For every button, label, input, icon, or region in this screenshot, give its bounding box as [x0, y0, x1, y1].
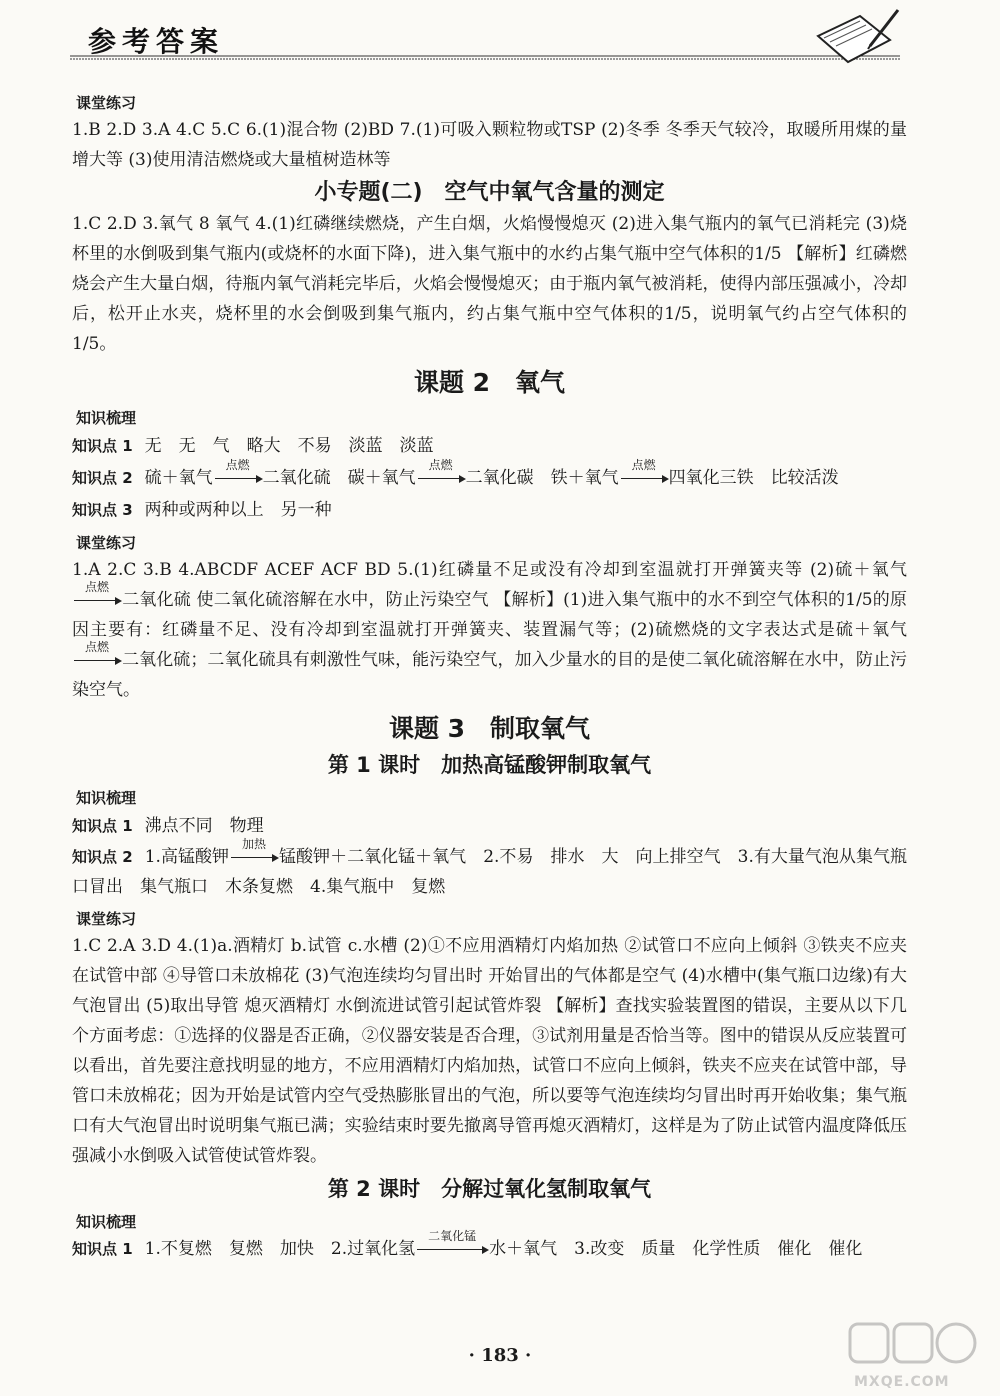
- kp-label: 知识点 1: [72, 437, 133, 455]
- header-rule: [70, 55, 900, 61]
- kp-text: 硫＋氧气: [144, 468, 213, 488]
- answer-content: [72, 86, 907, 1264]
- section-label: 知识梳理: [76, 409, 137, 427]
- knowledge-point: [72, 430, 907, 462]
- knowledge-point: [72, 810, 907, 842]
- kp-text: 两种或两种以上 另一种: [144, 500, 332, 520]
- reaction-arrow: [231, 836, 277, 868]
- kp-label: 知识点 2: [72, 469, 133, 487]
- answer-text: 1.A 2.C 3.B 4.ABCDF ACEF ACF BD 5.(1)红磷量不足或没有冷却到室温就打开弹簧夹等 (2)硫＋氧气: [72, 560, 907, 580]
- answer-paragraph: 1.C 2.D 3.氧气 8 氧气 4.(1)红磷继续燃烧，产生白烟，火焰慢慢熄灭 (2)进入集气瓶内的氧气已消耗完 (3)烧杯里的水倒吸到集气瓶内(或烧杯的水面下降)，进入集气瓶中的水约占集气瓶中空气体积的1/5 【解析】红磷燃烧会产生大量白烟，待瓶内氧气消耗完毕后，火焰会慢慢熄灭；由于瓶内氧气被消耗，使得内部压强减小，冷却后，松开止水夹，烧杯里的水会倒吸到集气瓶内，约占集气瓶中空气体积的1/5，说明氧气约占空气体积的1/5。: [72, 214, 907, 354]
- knowledge-point: [72, 1228, 907, 1264]
- lesson-subheading: 第 2 课时 分解过氧化氢制取氧气: [327, 1177, 652, 1201]
- reaction-condition: 点燃: [631, 457, 656, 472]
- reaction-arrow: [418, 457, 464, 489]
- reaction-condition: 二氧化锰: [428, 1228, 477, 1243]
- reaction-condition: 点燃: [84, 639, 109, 654]
- kp-label: 知识点 1: [72, 817, 133, 835]
- reaction-arrow: [74, 639, 120, 671]
- reaction-arrow: [621, 457, 667, 489]
- kp-text: 1.高锰酸钾: [144, 847, 230, 867]
- lesson-subheading: 第 1 课时 加热高锰酸钾制取氧气: [327, 753, 652, 777]
- answer-paragraph: 1.B 2.D 3.A 4.C 5.C 6.(1)混合物 (2)BD 7.(1)可吸入颗粒物或TSP (2)冬季 冬季天气较冷，取暖所用煤的量增大等 (3)使用清洁燃烧或大量植树造林等: [72, 120, 907, 170]
- reaction-arrow: [74, 579, 120, 611]
- kp-text: 二氧化硫 碳＋氧气: [262, 468, 416, 488]
- kp-text: 二氧化碳 铁＋氧气: [465, 468, 619, 488]
- section-label: 知识梳理: [76, 1213, 137, 1231]
- reaction-condition: 点燃: [225, 457, 250, 472]
- kp-text: 水＋氧气 3.改变 质量 化学性质 催化 催化: [489, 1239, 863, 1259]
- kp-label: 知识点 2: [72, 848, 133, 866]
- kp-label: 知识点 1: [72, 1240, 133, 1258]
- answer-text: 二氧化硫 使二氧化硫溶解在水中，防止污染空气 【解析】(1)进入集气瓶中的水不到空气体积的1/5的原因主要有：红磷量不足、没有冷却到室温就打开弹簧夹、装置漏气等；(2)硫燃烧的文字表达式是硫＋氧气: [72, 590, 907, 640]
- knowledge-point: [72, 457, 907, 494]
- kp-text: 1.不复燃 复燃 加快 2.过氧化氢: [144, 1239, 416, 1259]
- reaction-arrow: [215, 457, 261, 489]
- section-label: 知识梳理: [76, 789, 137, 807]
- notepad-pen-icon: [810, 6, 905, 66]
- page-header: [0, 0, 1000, 80]
- kp-text: 锰酸钾＋二氧化锰＋氧气 2.不易 排水 大 向上排空气 3.有大量气泡从集气瓶口冒出 集气瓶口 木条复燃 4.集气瓶中 复燃: [72, 847, 907, 897]
- kp-text: 无 无 气 略大 不易 淡蓝 淡蓝: [144, 436, 434, 456]
- reaction-condition: 点燃: [428, 457, 453, 472]
- answer-paragraph: 1.C 2.A 3.D 4.(1)a.酒精灯 b.试管 c.水槽 (2)①不应用酒精灯内焰加热 ②试管口不应向上倾斜 ③铁夹不应夹在试管中部 ④导管口未放棉花 (3)气泡连续均匀冒出时 开始冒出的气体都是空气 (4)水槽中(集气瓶口边缘)有大气泡冒出 (5)取出导管 熄灭酒精灯 水倒流进试管引起试管炸裂 【解析】查找实验装置图的错误，主要从以下几个方面考虑：①选择的仪器是否正确，②仪器安装是否合理，③试剂用量是否恰当等。图中的错误从反应装置可以看出，首先要注意找明显的地方，不应用酒精灯内焰加热，试管口不应向上倾斜，铁夹不应夹在试管中部，导管口未放棉花；因为开始是试管内空气受热膨胀冒出的气泡，所以要等气泡连续均匀冒出时再开始收集；集气瓶口有大气泡冒出时说明集气瓶已满；实验结束时要先撤离导管再熄灭酒精灯，这样是为了防止试管内温度降低压强减小水倒吸入试管使试管炸裂。: [72, 936, 907, 1166]
- kp-text: 沸点不同 物理: [144, 816, 264, 836]
- topic-heading: 小专题(二) 空气中氧气含量的测定: [314, 180, 665, 205]
- lesson-heading: 课题 2 氧气: [413, 368, 566, 397]
- kp-label: 知识点 3: [72, 501, 133, 519]
- header-title: 参考答案: [88, 25, 225, 58]
- answer-paragraph: [72, 555, 907, 705]
- watermark-text: MXQE.COM: [854, 1374, 950, 1390]
- answer-text: 二氧化硫；二氧化硫具有刺激性气味，能污染空气，加入少量水的目的是使二氧化硫溶解在水中，防止污染空气。: [72, 650, 907, 700]
- knowledge-point: [72, 494, 907, 526]
- reaction-condition: 点燃: [84, 579, 109, 594]
- lesson-heading: 课题 3 制取氧气: [388, 714, 591, 743]
- section-label: 课堂练习: [76, 94, 137, 112]
- reaction-arrow: [417, 1228, 487, 1260]
- knowledge-point: [72, 836, 907, 902]
- section-label: 课堂练习: [76, 534, 137, 552]
- page-number: · 183 ·: [468, 1345, 532, 1366]
- watermark: [844, 1320, 984, 1392]
- reaction-condition: 加热: [242, 836, 267, 851]
- kp-text: 四氧化三铁 比较活泼: [668, 468, 839, 488]
- section-label: 课堂练习: [76, 910, 137, 928]
